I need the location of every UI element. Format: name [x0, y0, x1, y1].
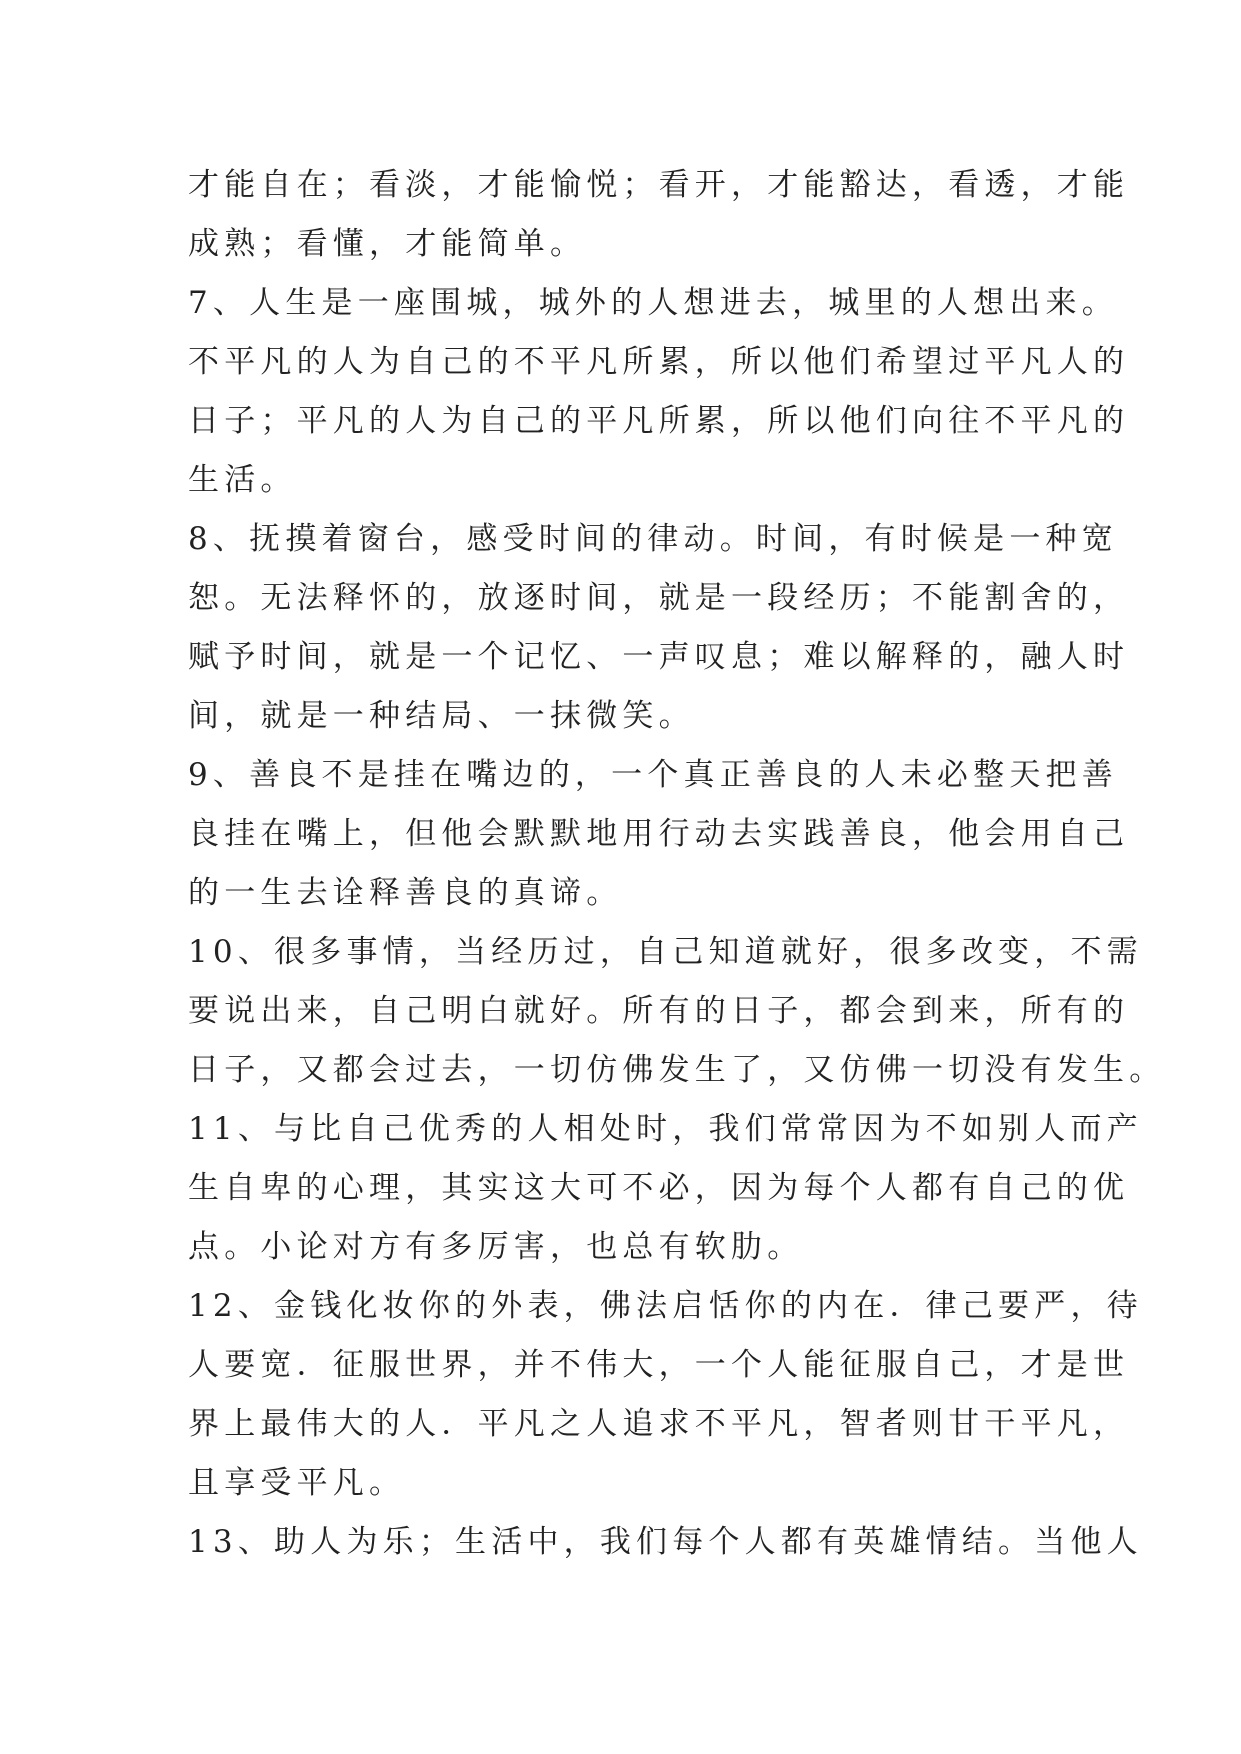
- text-line: 人要宽．征服世界，并不伟大，一个人能征服自己，才是世: [188, 1347, 1130, 1383]
- text-line: 9、善良不是挂在嘴边的，一个真正善良的人未必整天把善: [188, 757, 1118, 793]
- text-line: 赋予时间，就是一个记忆、一声叹息；难以解释的，融人时: [188, 639, 1130, 675]
- document-body: [188, 156, 1166, 1572]
- text-line: 12、金钱化妆你的外表，佛法启恬你的内在．律己要严，待: [188, 1288, 1143, 1324]
- text-line: 生活。: [188, 462, 297, 498]
- text-line: 且享受平凡。: [188, 1465, 406, 1501]
- text-line: 界上最伟大的人．平凡之人追求不平凡，智者则甘干平凡，: [188, 1406, 1130, 1442]
- text-line: 日子，又都会过去，一切仿佛发生了，又仿佛一切没有发生。: [188, 1052, 1166, 1088]
- text-line: 8、抚摸着窗台，感受时间的律动。时间，有时候是一种宽: [188, 521, 1118, 557]
- text-line: 不平凡的人为自己的不平凡所累，所以他们希望过平凡人的: [188, 344, 1130, 380]
- text-line: 10、很多事情，当经历过，自己知道就好，很多改变，不需: [188, 934, 1143, 970]
- text-line: 点。小论对方有多厉害，也总有软肋。: [188, 1229, 804, 1265]
- text-line: 间，就是一种结局、一抹微笑。: [188, 698, 695, 734]
- text-line: 要说出来，自己明白就好。所有的日子，都会到来，所有的: [188, 993, 1130, 1029]
- text-line: 生自卑的心理，其实这大可不必，因为每个人都有自己的优: [188, 1170, 1130, 1206]
- text-line: 良挂在嘴上，但他会默默地用行动去实践善良，他会用自己: [188, 816, 1130, 852]
- text-line: 成熟；看懂，才能简单。: [188, 226, 587, 262]
- text-line: 日子；平凡的人为自己的平凡所累，所以他们向往不平凡的: [188, 403, 1130, 439]
- text-line: 11、与比自己优秀的人相处时，我们常常因为不如别人而产: [188, 1111, 1143, 1147]
- text-line: 13、助人为乐；生活中，我们每个人都有英雄情结。当他人: [188, 1524, 1143, 1560]
- text-line: 7、人生是一座围城，城外的人想进去，城里的人想出来。: [188, 285, 1118, 321]
- text-line: 的一生去诠释善良的真谛。: [188, 875, 623, 911]
- text-line: 恕。无法释怀的，放逐时间，就是一段经历；不能割舍的，: [188, 580, 1130, 616]
- text-line: 才能自在；看淡，才能愉悦；看开，才能豁达，看透，才能: [188, 167, 1130, 203]
